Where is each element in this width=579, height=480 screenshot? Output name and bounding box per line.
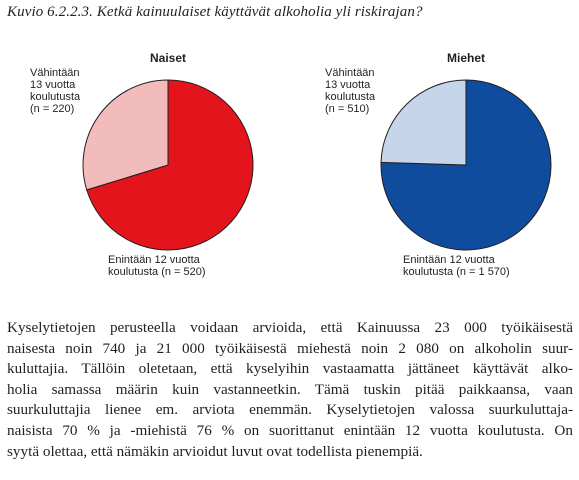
slice-label-line: (n = 510) xyxy=(325,103,370,115)
slice-label-line: koulutusta xyxy=(30,91,81,103)
slice-label-line: koulutusta xyxy=(325,91,376,103)
slice-label-line: Vähintään xyxy=(30,67,80,79)
figure-caption: Kuvio 6.2.2.3. Ketkä kainuulaiset käyttävät alkoholia yli riskirajan? xyxy=(7,4,423,20)
slice-label-line: Enintään 12 vuotta xyxy=(403,254,495,266)
slice-label xyxy=(30,67,81,115)
slice-label-line: koulutusta (n = 520) xyxy=(108,266,206,278)
body-line: kuluttajia. Tällöin oletetaan, että kyselyihin vastaamatta jättäneet käyttävät alko- xyxy=(7,360,573,378)
body-line: suurkuluttajia lienee em. arviota enemmän. Kyselytietojen valossa suurkuluttaja- xyxy=(7,401,573,419)
slice-label xyxy=(325,67,376,115)
body-line: Kyselytietojen perusteella voidaan arvioida, että Kainuussa 23 000 työikäisestä xyxy=(7,319,573,336)
pie-chart-miehet xyxy=(325,51,551,278)
slice-label xyxy=(403,254,510,278)
slice-label-line: Vähintään xyxy=(325,67,375,79)
pie-chart-naiset xyxy=(30,51,253,278)
slice-label-line: 13 vuotta xyxy=(325,79,371,91)
body-line: holia samassa määrin kuin vastanneetkin. Tämä tuskin pitää paikkaansa, vaan xyxy=(7,380,573,398)
slice-label-line: (n = 220) xyxy=(30,103,75,115)
body-line: syytä olettaa, että nämäkin arvioidut luvut ovat todellista pienempiä. xyxy=(7,442,423,460)
slice-label-line: Enintään 12 vuotta xyxy=(108,254,200,266)
chart-title: Miehet xyxy=(446,51,486,65)
slice-label-line: 13 vuotta xyxy=(30,79,76,91)
body-line: naisista 70 % ja -miehistä 76 % on suorittanut enintään 12 vuotta koulutusta. On xyxy=(7,421,573,439)
slice-label-line: koulutusta (n = 1 570) xyxy=(403,266,510,278)
body-paragraph xyxy=(7,318,573,462)
slice-label xyxy=(108,254,206,278)
chart-title: Naiset xyxy=(149,51,187,65)
pie-slice xyxy=(381,80,466,165)
body-line: naisesta noin 740 ja 21 000 työikäisestä miehestä noin 2 080 on alkoholin suur- xyxy=(7,339,573,357)
